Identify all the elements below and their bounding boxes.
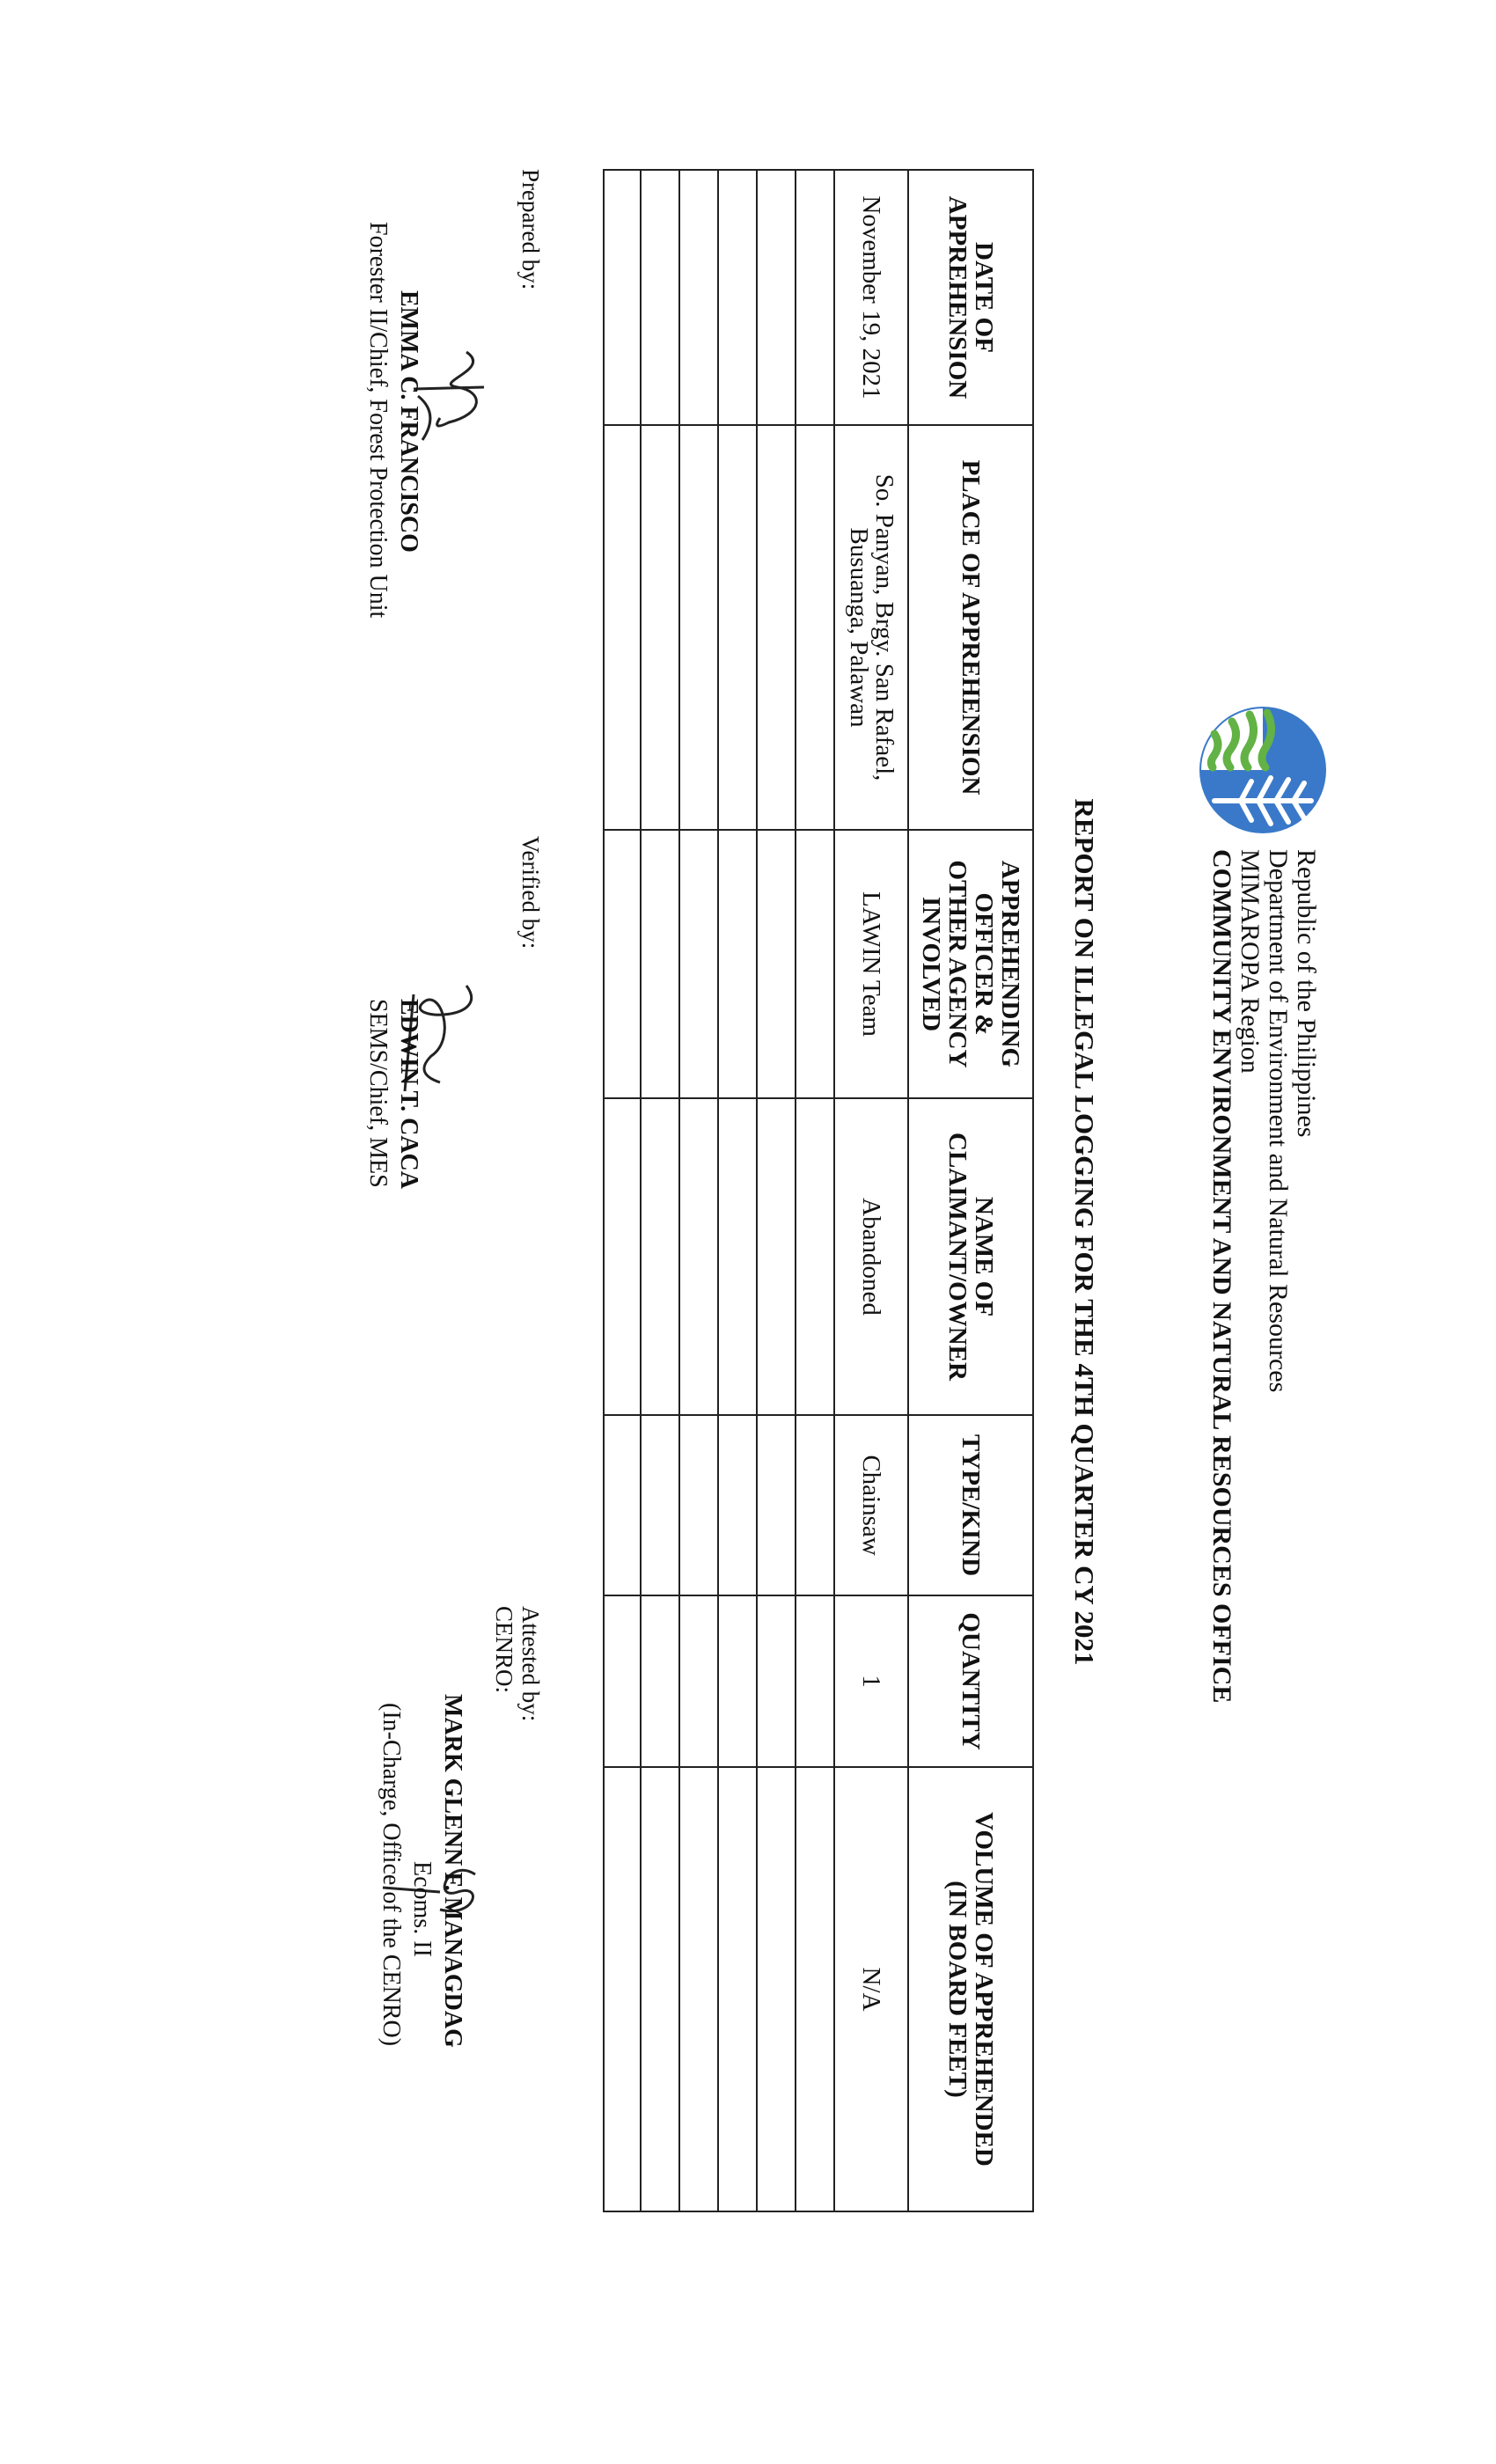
col-header-place: PLACE OF APPREHENSION	[908, 425, 1033, 830]
denr-logo	[1197, 704, 1329, 836]
table-row-empty	[757, 170, 796, 2211]
col-header-officer: APPREHENDING OFFICER & OTHER AGENCY INVOLVED	[908, 830, 1033, 1098]
cell-quantity: 1	[834, 1595, 908, 1767]
office-line: COMMUNITY ENVIRONMENT AND NATURAL RESOURCES OFFICE	[1207, 849, 1236, 1704]
country-line: Republic of the Philippines	[1292, 849, 1321, 1138]
prepared-by-label: Prepared by:	[517, 169, 544, 290]
cenro-label: CENRO:	[491, 1606, 517, 1694]
verified-by-name: EDWIN T. CACA	[395, 999, 422, 1189]
cell-claimant: Abandoned	[834, 1098, 908, 1415]
verified-by-title: SEMS/Chief, MES	[364, 999, 392, 1188]
department-line: Department of Environment and Natural Resources	[1264, 849, 1293, 1393]
attested-by-name: MARK GLENN F. MANAGDAG	[439, 1694, 466, 2048]
illegal-logging-table	[603, 169, 1034, 2212]
verified-by-label: Verified by:	[517, 836, 544, 950]
attested-by-title: Ecoms. II	[408, 1861, 436, 1957]
col-header-volume: VOLUME OF APPREHENDED (IN BOARD FEET)	[908, 1767, 1033, 2211]
cell-date: November 19, 2021	[834, 170, 908, 425]
agency-header	[1207, 849, 1320, 1703]
prepared-by-title: Forester II/Chief, Forest Protection Unit	[364, 222, 392, 619]
table-row-empty	[718, 170, 757, 2211]
table-header-row	[908, 170, 1033, 2211]
region-line: MIMAROPA Region	[1236, 849, 1265, 1074]
table-row-empty	[796, 170, 834, 2211]
cell-type: Chainsaw	[834, 1415, 908, 1595]
table-row-empty	[641, 170, 679, 2211]
table-row-empty	[679, 170, 718, 2211]
cell-place: So. Panyan, Brgy. San Rafael, Busuanga, Palawan	[834, 425, 908, 830]
col-header-claimant: NAME OF CLAIMANT/OWNER	[908, 1098, 1033, 1415]
report-title: REPORT ON ILLEGAL LOGGING FOR THE 4TH QUARTER CY 2021	[1069, 798, 1100, 1666]
attested-by-title-2: (In-Charge, Office of the CENRO)	[378, 1703, 405, 2047]
attested-by-label: Attested by:	[517, 1606, 544, 1722]
col-header-date: DATE OF APPREHENSION	[908, 170, 1033, 425]
cell-volume: N/A	[834, 1767, 908, 2211]
prepared-by-name: EMMA C. FRANCISCO	[395, 290, 422, 553]
cell-officer: LAWIN Team	[834, 830, 908, 1098]
col-header-type: TYPE/KIND	[908, 1415, 1033, 1595]
col-header-quantity: QUANTITY	[908, 1595, 1033, 1767]
table-row-empty	[604, 170, 641, 2211]
table-row	[834, 170, 908, 2211]
